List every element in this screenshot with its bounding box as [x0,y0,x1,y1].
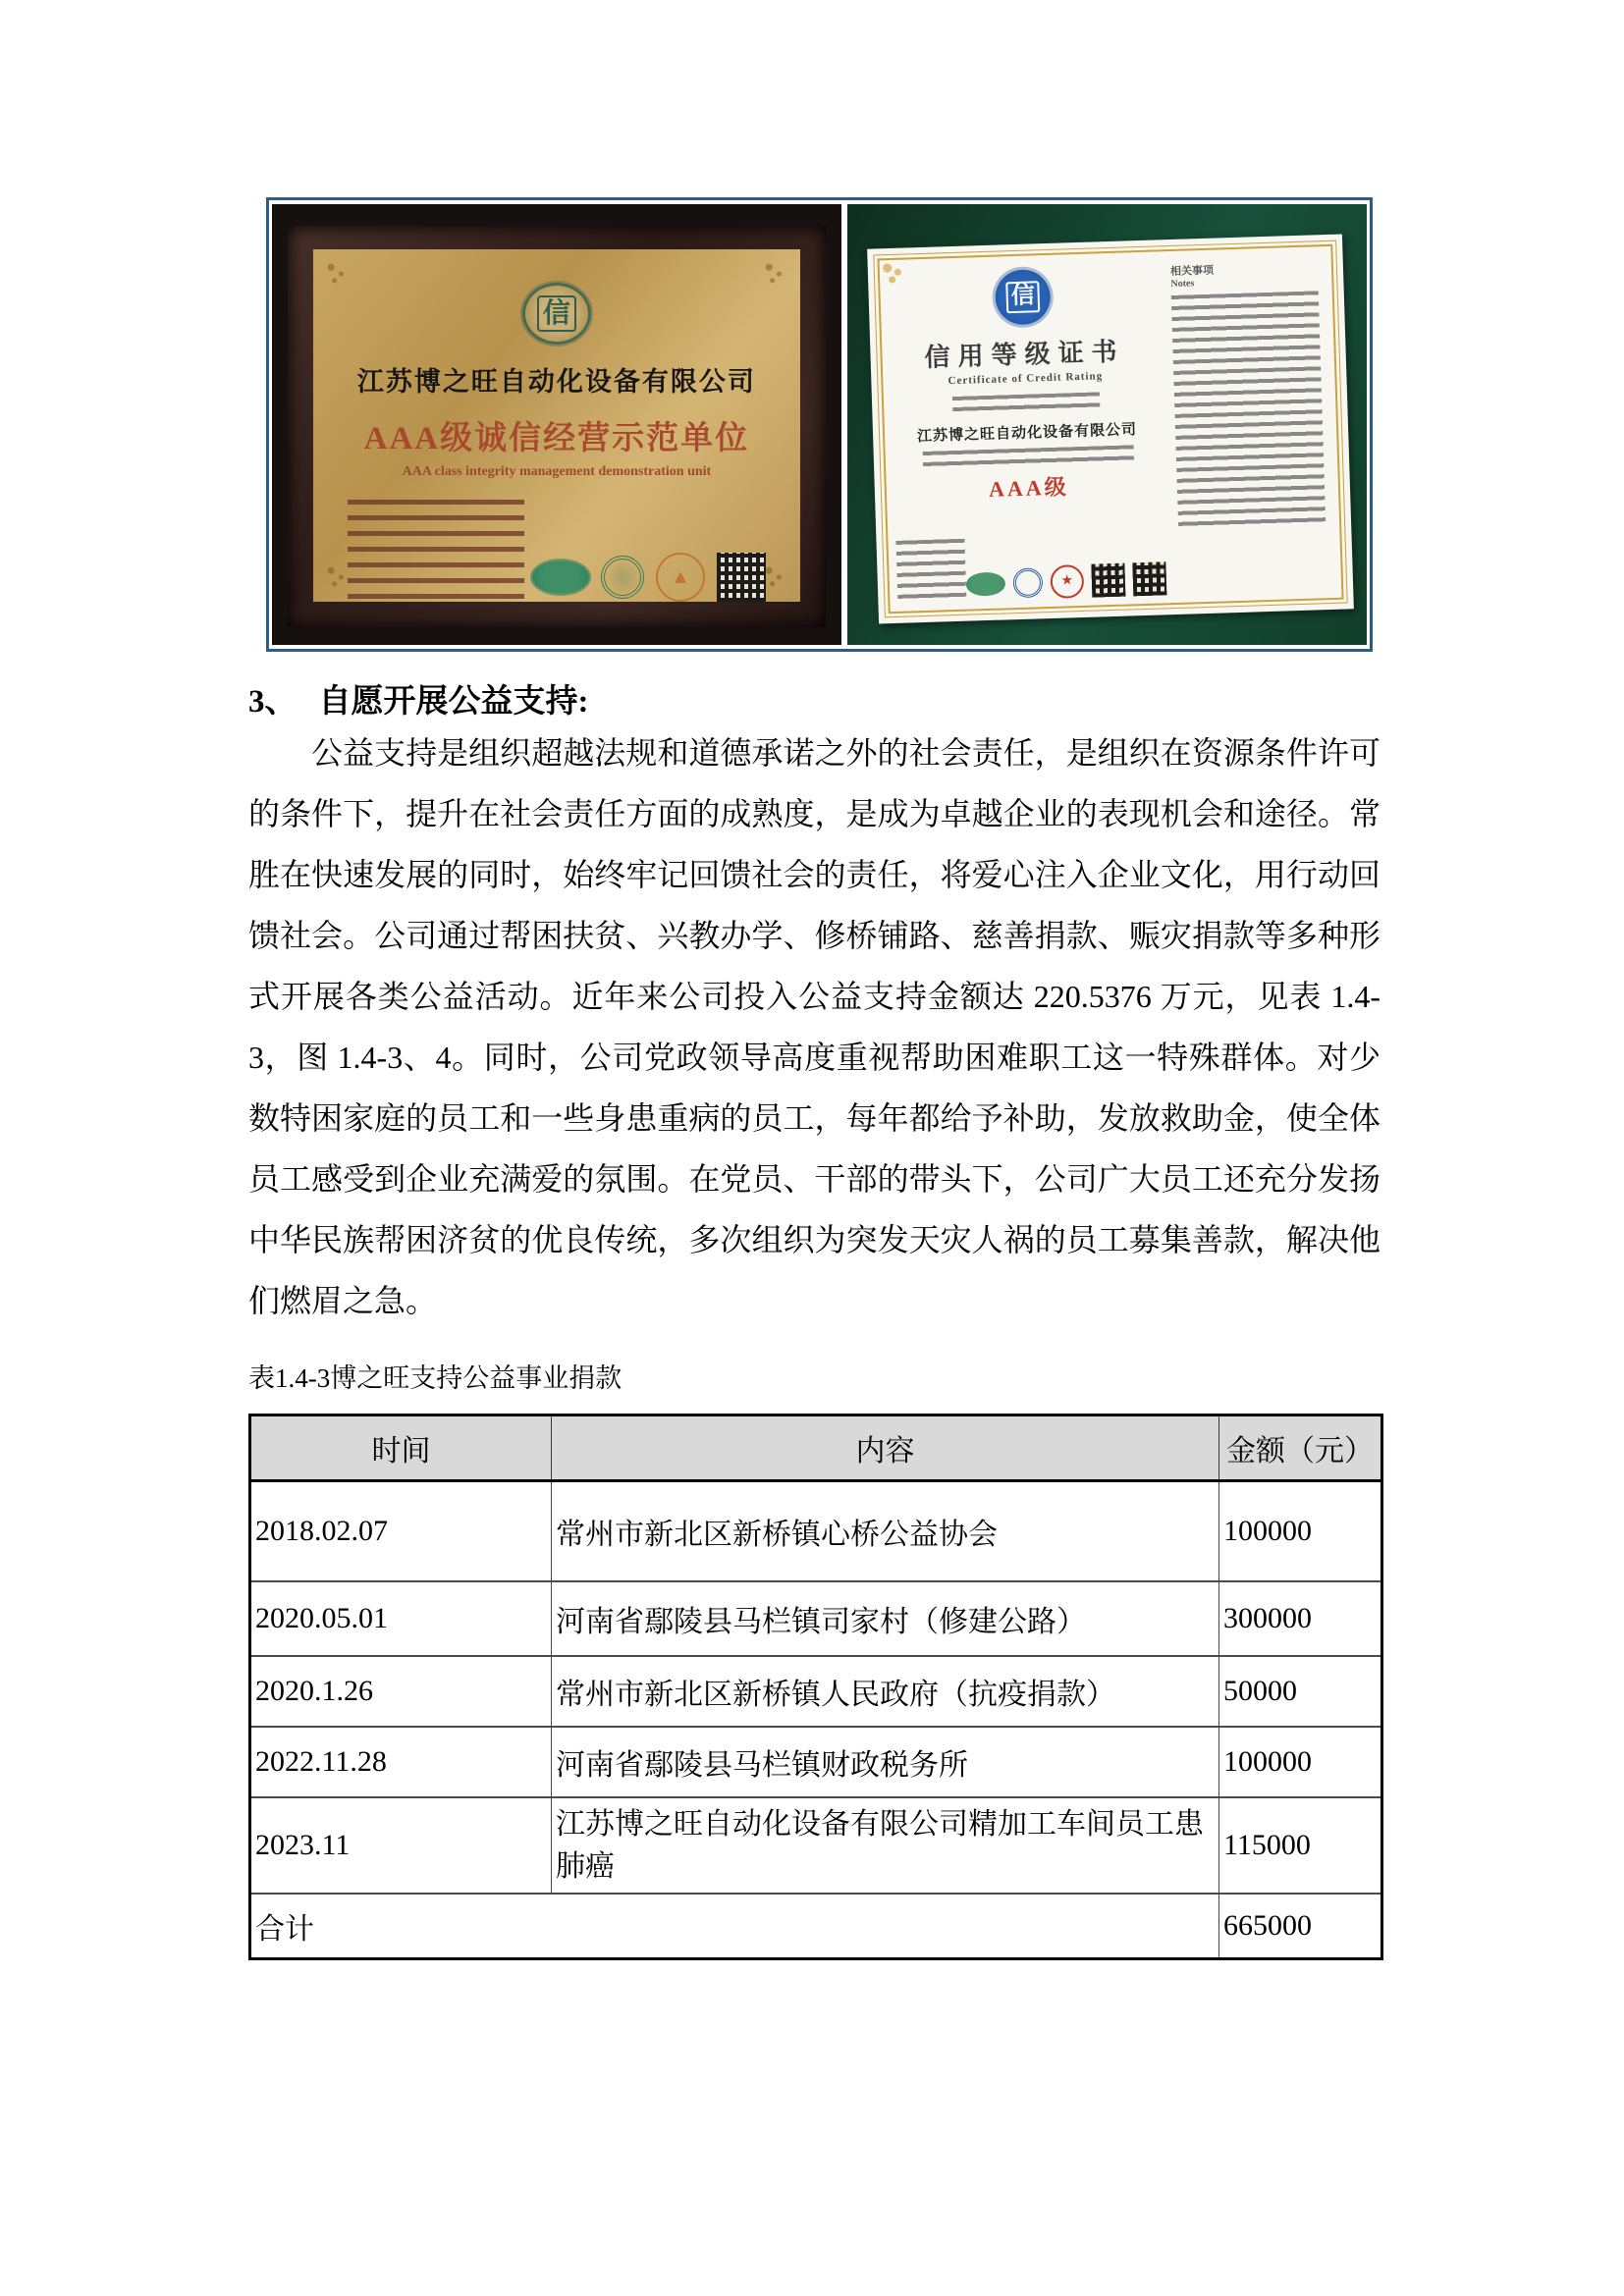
emblem-glyph: 信 [1006,282,1041,314]
green-oval-seal-icon [532,561,589,594]
fine-print-lines [952,392,1100,414]
certificate-bottom-row [896,532,1167,604]
certificate-seals [966,561,1167,601]
corner-flourish [321,561,354,594]
plaque-gold-plate [313,249,800,602]
cell-amount: 100000 [1219,1727,1382,1797]
cell-date: 2018.02.07 [250,1481,552,1582]
plaque-title-en: AAA class integrity management demonstration unit [402,464,712,479]
donation-table [248,1414,1383,1960]
notes-title-en: Notes [1170,278,1195,291]
cell-content: 河南省鄢陵县马栏镇财政税务所 [552,1727,1219,1797]
table-row [250,1656,1382,1727]
plaque-company-name: 江苏博之旺自动化设备有限公司 [356,367,756,397]
plaque-bottom-block [348,500,766,602]
certificate-body [888,254,1334,603]
cell-date: 2020.05.01 [250,1581,552,1656]
corner-flourish [759,561,792,594]
cell-amount: 115000 [1219,1797,1382,1894]
notes-title: 相关事项 [1170,264,1215,279]
cell-total-amount: 665000 [1219,1894,1382,1959]
certificate-paper [867,235,1354,624]
body-paragraph: 公益支持是组织超越法规和道德承诺之外的社会责任，是组织在资源条件许可的条件下，提升在社会责任方面的成熟度，是成为卓越企业的表现机会和途径。常胜在快速发展的同时，始终牢记回馈社会的责任，将爱心注入企业文化，用行动回馈社会。公司通过帮困扶贫、兴教办学、修桥铺路、慈善捐款、赈灾捐款等多种形式开展各类公益活动。近年来公司投入公益支持金额达 220.5376 万元，见表 1.4-3，图 1.4-3、4。同时，公司党政领导高度重视帮助困难职工这一特殊群体。对少数特困家庭的员工和一些身患重病的员工，每年都给予补助，发放救助金，使全体员工感受到企业充满爱的氛围。在党员、干部的带头下，公司广大员工还充分发扬中华民族帮困济贫的优良传统，多次组织为突发天灾人祸的员工募集善款，解决他们燃眉之急。 [248,735,1380,1318]
certificate-title: 信用等级证书 [924,337,1126,373]
section-heading [248,675,589,721]
orange-ring-seal-icon: ▲ [656,553,705,602]
cell-content: 河南省鄢陵县马栏镇司家村（修建公路） [552,1581,1219,1656]
plaque-photo [272,204,841,645]
credit-grade: AAA级 [988,474,1070,503]
col-header-amount: 金额（元） [1219,1415,1382,1481]
table-row [250,1727,1382,1797]
credit-certificate-photo [847,204,1367,645]
plaque-title: AAA级诚信经营示范单位 [363,421,750,456]
table-header-row [250,1415,1382,1481]
table-total-row [250,1894,1382,1959]
section-number: 3、 [248,684,298,720]
qr-code-icon [1133,561,1167,596]
cell-date: 2023.11 [250,1797,552,1894]
col-header-content: 内容 [552,1415,1219,1481]
cell-amount: 100000 [1219,1481,1382,1582]
credit-emblem-icon [995,269,1052,326]
plaque-fine-print-lines [348,500,524,602]
blue-ring-seal-icon [1013,567,1044,598]
red-star-seal-icon: ★ [1051,564,1085,599]
plaque-wood-frame [288,226,826,627]
certificate-main-column [888,260,1167,604]
section-title: 自愿开展公益支持: [318,684,589,720]
cell-date: 2020.1.26 [250,1656,552,1727]
green-ring-seal-icon [601,556,644,599]
table-row [250,1481,1382,1582]
green-oval-seal-icon [966,571,1006,596]
col-header-time: 时间 [250,1415,552,1481]
corner-flourish [759,257,792,291]
cell-content: 常州市新北区新桥镇心桥公益协会 [552,1481,1219,1582]
plaque-seals [532,553,766,602]
fine-print-lines [922,445,1133,467]
cell-content: 江苏博之旺自动化设备有限公司精加工车间员工患肺癌 [552,1797,1219,1894]
cell-amount: 50000 [1219,1656,1382,1727]
fine-print-lines [896,539,967,604]
corner-flourish [321,257,354,291]
cell-date: 2022.11.28 [250,1727,552,1797]
certificate-notes-column [1157,254,1334,595]
certificate-title-en: Certificate of Credit Rating [947,370,1104,388]
cell-total-label: 合计 [250,1894,1219,1959]
cell-amount: 300000 [1219,1581,1382,1656]
qr-code-icon [1092,562,1126,597]
emblem-glyph: 信 [537,295,576,333]
cell-content: 常州市新北区新桥镇人民政府（抗疫捐款） [552,1656,1219,1727]
fine-print-lines [1171,291,1326,531]
table-caption: 表1.4-3博之旺支持公益事业捐款 [248,1363,623,1393]
credit-emblem-icon [522,283,591,345]
table-row [250,1581,1382,1656]
certificate-company-name: 江苏博之旺自动化设备有限公司 [917,422,1138,446]
certificates-figure [266,197,1373,652]
table-row [250,1797,1382,1894]
